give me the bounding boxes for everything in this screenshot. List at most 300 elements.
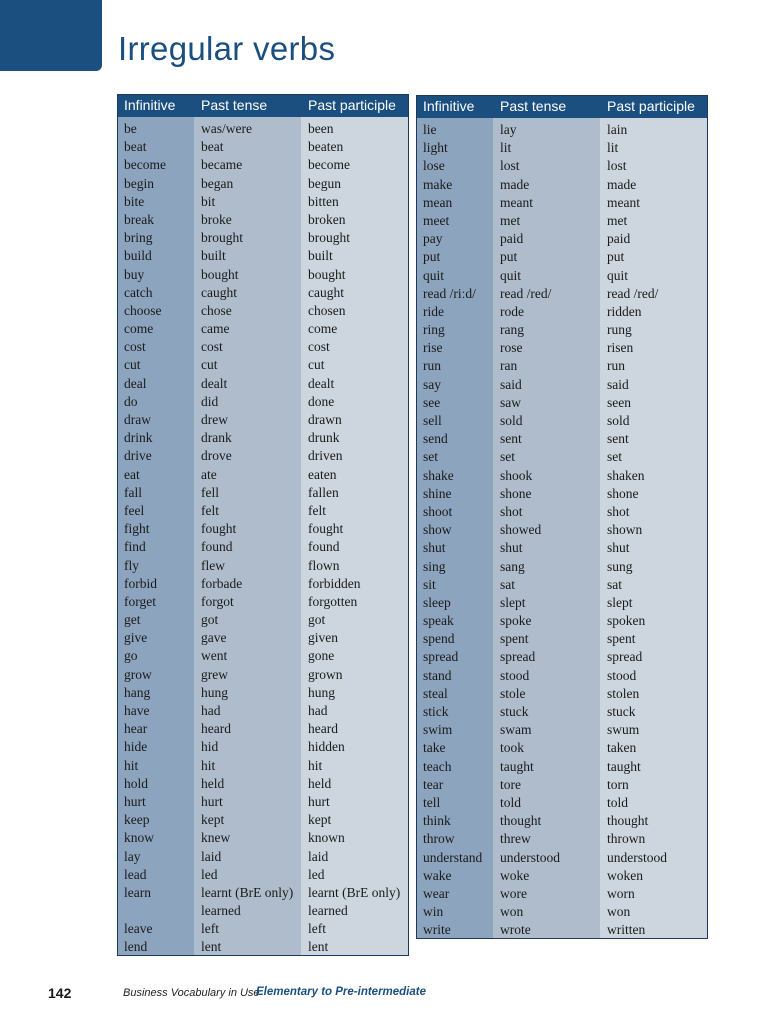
cell-past-tense: told [500,794,522,810]
header-past-tense: Past tense [500,98,567,114]
cell-infinitive: find [124,539,146,555]
table-row [417,811,707,829]
cell-past-participle: dealt [308,375,335,391]
cell-past-tense: stuck [500,704,529,719]
table-row [118,556,408,574]
table-row [118,301,408,319]
cell-past-tense: drank [201,430,232,446]
table-row [417,266,707,284]
table-row [417,393,707,411]
cell-past-participle: beaten [308,139,344,155]
cell-past-tense: shot [500,503,523,519]
cell-infinitive: tear [423,776,444,792]
cell-past-participle: spread [607,649,643,665]
cell-past-tense: said [500,376,522,392]
table-row [417,175,707,193]
cell-past-tense: sent [500,431,522,447]
cell-infinitive: draw [124,412,151,427]
cell-infinitive: have [124,703,150,718]
cell-infinitive: meet [423,212,450,228]
cell-past-participle: laid [308,848,329,864]
cell-past-tense: swam [500,722,532,738]
table-row [118,374,408,392]
cell-past-participle: kept [308,812,332,828]
cell-infinitive: fall [124,484,142,500]
cell-past-participle: said [607,376,629,392]
table-row [417,411,707,429]
cell-infinitive: stand [423,667,452,683]
cell-past-tense: found [201,539,233,555]
cell-past-tense: flew [201,557,225,573]
cell-past-participle: shaken [607,467,645,483]
cell-past-tense: heard [201,721,231,737]
cell-infinitive: ride [423,303,444,319]
table-row [118,319,408,337]
cell-infinitive: sleep [423,594,451,610]
cell-past-tense: thought [500,813,542,829]
cell-infinitive: read /riːd/ [423,285,476,301]
cell-past-tense: paid [500,231,524,247]
table-header [118,95,408,117]
cell-past-tense: spoke [500,613,532,629]
cell-past-tense: chose [201,302,232,318]
cell-past-participle: chosen [308,302,346,318]
cell-past-tense: did [201,393,219,409]
table-row [417,466,707,484]
cell-past-participle: caught [308,284,344,300]
cell-infinitive: think [423,813,451,829]
table-row [417,356,707,374]
cell-infinitive: build [124,248,152,264]
cell-past-participle: risen [607,340,634,356]
cell-infinitive: drink [124,430,153,446]
table-row [417,138,707,156]
table-row [417,902,707,920]
table-row [118,246,408,264]
cell-past-tense: tore [500,776,521,792]
cell-past-tense: ate [201,466,217,482]
table-row [417,720,707,738]
cell-infinitive: go [124,648,138,664]
cell-past-participle: grown [308,666,343,682]
cell-past-participle: met [607,212,628,228]
cell-infinitive: forbid [124,575,157,591]
cell-past-tense: spent [500,631,529,647]
cell-past-tense: ran [500,358,518,374]
cell-past-participle: thrown [607,831,646,847]
cell-infinitive: sell [423,413,442,428]
table-row [417,775,707,793]
cell-past-participle: built [308,248,333,264]
cell-past-participle-alt: learned [308,902,348,918]
cell-infinitive: bring [124,230,153,246]
cell-past-tense: drove [201,448,232,464]
cell-infinitive: fight [124,521,150,537]
table-row [417,884,707,902]
cell-past-participle: stuck [607,704,636,719]
table-row [417,920,707,938]
table-row [118,428,408,446]
cell-past-participle: spoken [607,613,646,629]
cell-past-participle: felt [308,502,326,518]
cell-past-participle: hit [308,757,323,773]
cell-infinitive: shut [423,540,446,556]
cell-past-participle: hurt [308,793,330,809]
cell-past-tense: fought [201,521,237,537]
cell-infinitive: cost [124,339,146,355]
cell-past-tense: woke [500,867,530,883]
cell-infinitive: ring [423,322,445,338]
cell-past-tense: beat [201,139,224,155]
header-past-participle: Past participle [607,98,695,114]
cell-infinitive: stick [423,704,449,719]
cell-past-tense-alt: learned [201,902,241,918]
cell-infinitive: steal [423,685,448,701]
cell-past-tense: rang [500,322,524,338]
table-row [118,174,408,192]
cell-past-participle: begun [308,175,341,191]
cell-past-participle: left [308,921,326,937]
header-past-participle: Past participle [308,97,396,113]
cell-past-participle: led [308,866,325,882]
irregular-verbs-table-left [117,94,409,956]
table-row [118,828,408,846]
cell-past-tense: laid [201,848,222,864]
cell-past-participle: thought [607,813,649,829]
cell-infinitive: lay [124,848,141,864]
cell-past-participle: taught [607,758,641,774]
cell-infinitive: spend [423,631,455,647]
cell-past-tense: gave [201,630,227,646]
cell-past-participle: got [308,612,326,628]
cell-past-tense: caught [201,284,237,300]
cell-past-participle: swum [607,722,640,738]
table-row [417,284,707,302]
cell-past-tense: cut [201,357,218,373]
cell-past-tense: hurt [201,793,223,809]
table-row [417,757,707,775]
table-row [417,684,707,702]
table-row [118,446,408,464]
cell-past-tense: shook [500,467,533,483]
cell-past-participle: held [308,775,332,791]
table-row [417,447,707,465]
footer-book-level: Elementary to Pre-intermediate [256,986,427,998]
cell-infinitive: send [423,431,448,447]
cell-infinitive: spread [423,649,459,665]
cell-infinitive: lose [423,158,445,174]
cell-past-tense: slept [500,594,526,610]
table-row [118,537,408,555]
cell-past-tense: cost [201,339,223,355]
cell-past-tense: grew [201,666,228,682]
cell-infinitive: put [423,249,441,265]
cell-past-participle: made [607,176,637,192]
table-row [417,611,707,629]
cell-infinitive: give [124,630,148,646]
cell-infinitive: wear [423,885,450,901]
cell-infinitive: choose [124,302,162,318]
cell-past-tense: rode [500,303,524,319]
table-row [417,575,707,593]
cell-infinitive: sit [423,576,436,592]
cell-past-tense: learnt (BrE only) [201,884,294,900]
cell-infinitive: mean [423,194,453,210]
cell-past-tense: began [201,175,234,191]
irregular-verbs-table-right [416,95,708,939]
cell-past-tense: saw [500,394,521,410]
cell-past-participle: fought [308,521,344,537]
cell-past-participle: bought [308,266,346,282]
table-row [118,792,408,810]
cell-infinitive: speak [423,613,454,629]
cell-infinitive: shoot [423,503,453,519]
cell-infinitive: begin [124,175,154,191]
cell-past-participle: driven [308,448,343,464]
table-row [417,702,707,720]
cell-past-participle: become [308,157,350,173]
cell-past-tense: built [201,248,226,264]
cell-infinitive: run [423,358,441,374]
cell-past-tense: wore [500,885,527,901]
page-number: 142 [48,985,72,1001]
cell-infinitive: quit [423,267,445,283]
cell-past-tense: broke [201,211,232,227]
cell-past-tense: quit [500,267,522,283]
cell-past-participle: drunk [308,430,340,446]
cell-past-tense: dealt [201,375,228,391]
cell-past-participle: gone [308,648,335,664]
cell-past-tense: rose [500,340,523,356]
cell-past-tense: took [500,740,525,756]
cell-infinitive: hide [124,739,148,755]
table-row [118,683,408,701]
page-title: Irregular verbs [118,30,336,67]
cell-infinitive: get [124,612,141,628]
cell-past-tense: showed [500,522,542,538]
cell-past-participle: shone [607,485,639,501]
cell-past-participle: given [308,630,338,646]
cell-past-tense: spread [500,649,536,665]
cell-past-participle: hung [308,684,335,700]
cell-infinitive: see [423,394,441,410]
cell-past-participle: brought [308,230,350,246]
table-row [118,465,408,483]
cell-past-tense: held [201,775,225,791]
cell-infinitive: bite [124,193,145,209]
header-past-tense: Past tense [201,97,268,113]
table-row [417,484,707,502]
cell-past-participle: set [607,449,622,465]
cell-infinitive: eat [124,466,140,482]
cell-infinitive: wake [423,867,452,883]
cell-past-participle: known [308,830,345,846]
header-infinitive: Infinitive [423,98,475,114]
table-row [118,501,408,519]
table-body [118,117,408,956]
cell-past-participle: told [607,794,629,810]
cell-infinitive: hit [124,757,139,773]
cell-past-participle: paid [607,231,631,247]
cell-past-tense: shone [500,485,532,501]
table-row [118,628,408,646]
table-row [118,192,408,210]
cell-past-participle: bitten [308,193,339,209]
cell-past-participle: torn [607,776,629,792]
cell-past-tense: stood [500,667,530,683]
table-row [118,737,408,755]
cell-infinitive: feel [124,502,145,518]
cell-infinitive: lie [423,122,437,137]
cell-infinitive: throw [423,831,455,847]
cell-infinitive: do [124,393,138,409]
table-row [417,229,707,247]
table-row [417,829,707,847]
cell-infinitive: swim [423,722,453,738]
cell-past-participle: had [308,703,328,718]
cell-past-participle: meant [607,194,640,210]
table-row [417,429,707,447]
cell-infinitive: drive [124,448,152,464]
cell-past-participle: flown [308,557,340,573]
table-row [118,355,408,373]
cell-infinitive: tell [423,794,441,810]
table-row [118,574,408,592]
table-row [118,519,408,537]
cell-past-participle: cut [308,357,325,373]
table-row [417,629,707,647]
cell-past-participle: sat [607,576,622,592]
cell-infinitive: learn [124,884,151,900]
cell-past-tense: read /red/ [500,285,552,301]
cell-past-tense: won [500,904,524,920]
cell-past-tense: sold [500,413,523,428]
cell-infinitive: hold [124,775,149,791]
table-row [118,665,408,683]
table-row [118,228,408,246]
cell-past-tense: met [500,212,521,228]
cell-infinitive: lead [124,866,147,882]
cell-past-tense: made [500,176,530,192]
cell-past-tense: came [201,321,230,337]
cell-past-participle: sold [607,413,630,428]
cell-past-tense: lay [500,122,517,137]
table-row [417,502,707,520]
cell-infinitive: shake [423,467,454,483]
cell-past-tense: sat [500,576,515,592]
cell-infinitive: lend [124,939,148,955]
cell-infinitive: break [124,211,154,227]
cell-past-participle: taken [607,740,637,756]
cell-infinitive: cut [124,357,141,373]
table-row [118,410,408,428]
cell-past-tense: became [201,157,243,173]
corner-color-block [0,0,102,71]
table-row [417,156,707,174]
cell-past-tense: left [201,921,219,937]
cell-infinitive: teach [423,758,452,774]
cell-infinitive: light [423,140,448,156]
table-row [118,483,408,501]
header-infinitive: Infinitive [124,97,176,113]
table-row [417,666,707,684]
table-row [417,557,707,575]
cell-past-tense: set [500,449,515,465]
cell-infinitive: rise [423,340,443,356]
table-row [417,738,707,756]
cell-past-participle: rung [607,322,632,338]
cell-infinitive: know [124,830,154,846]
cell-past-participle: shot [607,503,630,519]
cell-past-tense: bit [201,193,216,209]
cell-past-tense: put [500,249,518,265]
table-header [417,96,707,118]
table-row [417,120,707,138]
table-row [118,265,408,283]
cell-infinitive: understand [423,849,483,865]
table-row [118,937,408,955]
table-row [118,719,408,737]
table-row [417,302,707,320]
table-row [417,848,707,866]
cell-past-participle: written [607,922,646,938]
table-row [118,646,408,664]
cell-past-participle: run [607,358,625,374]
cell-past-participle: found [308,539,340,555]
cell-infinitive: become [124,157,166,173]
table-row [417,520,707,538]
cell-infinitive: take [423,740,446,756]
table-row [118,210,408,228]
cell-past-tense: led [201,866,218,882]
cell-past-tense: brought [201,230,243,246]
cell-past-participle: forbidden [308,575,361,591]
cell-past-participle: stolen [607,685,640,701]
cell-infinitive: be [124,121,137,136]
cell-infinitive: shine [423,485,452,501]
cell-past-participle: worn [607,885,635,901]
cell-past-participle: seen [607,394,631,410]
table-row [417,793,707,811]
table-row [118,119,408,137]
footer-book-title: Business Vocabulary in Use [123,987,260,999]
table-body [417,118,707,938]
cell-past-participle: heard [308,721,338,737]
cell-past-tense: sang [500,558,525,574]
table-row [118,919,408,937]
table-row [417,211,707,229]
cell-infinitive: pay [423,231,443,247]
cell-past-participle: broken [308,211,346,227]
cell-past-tense: went [201,648,228,664]
cell-past-tense: forgot [201,593,234,609]
cell-past-tense: drew [201,412,228,427]
cell-past-participle: shown [607,522,643,538]
cell-infinitive: beat [124,139,147,155]
table-row [118,701,408,719]
cell-past-participle: lit [607,140,619,156]
cell-past-participle: ridden [607,303,642,319]
cell-past-tense: wrote [500,922,531,938]
table-row [118,337,408,355]
cell-infinitive: show [423,522,452,538]
table-row [417,375,707,393]
cell-past-participle: been [308,121,334,136]
cell-past-participle: cost [308,339,330,355]
table-row [417,247,707,265]
cell-past-participle: shut [607,540,630,556]
table-row [417,320,707,338]
